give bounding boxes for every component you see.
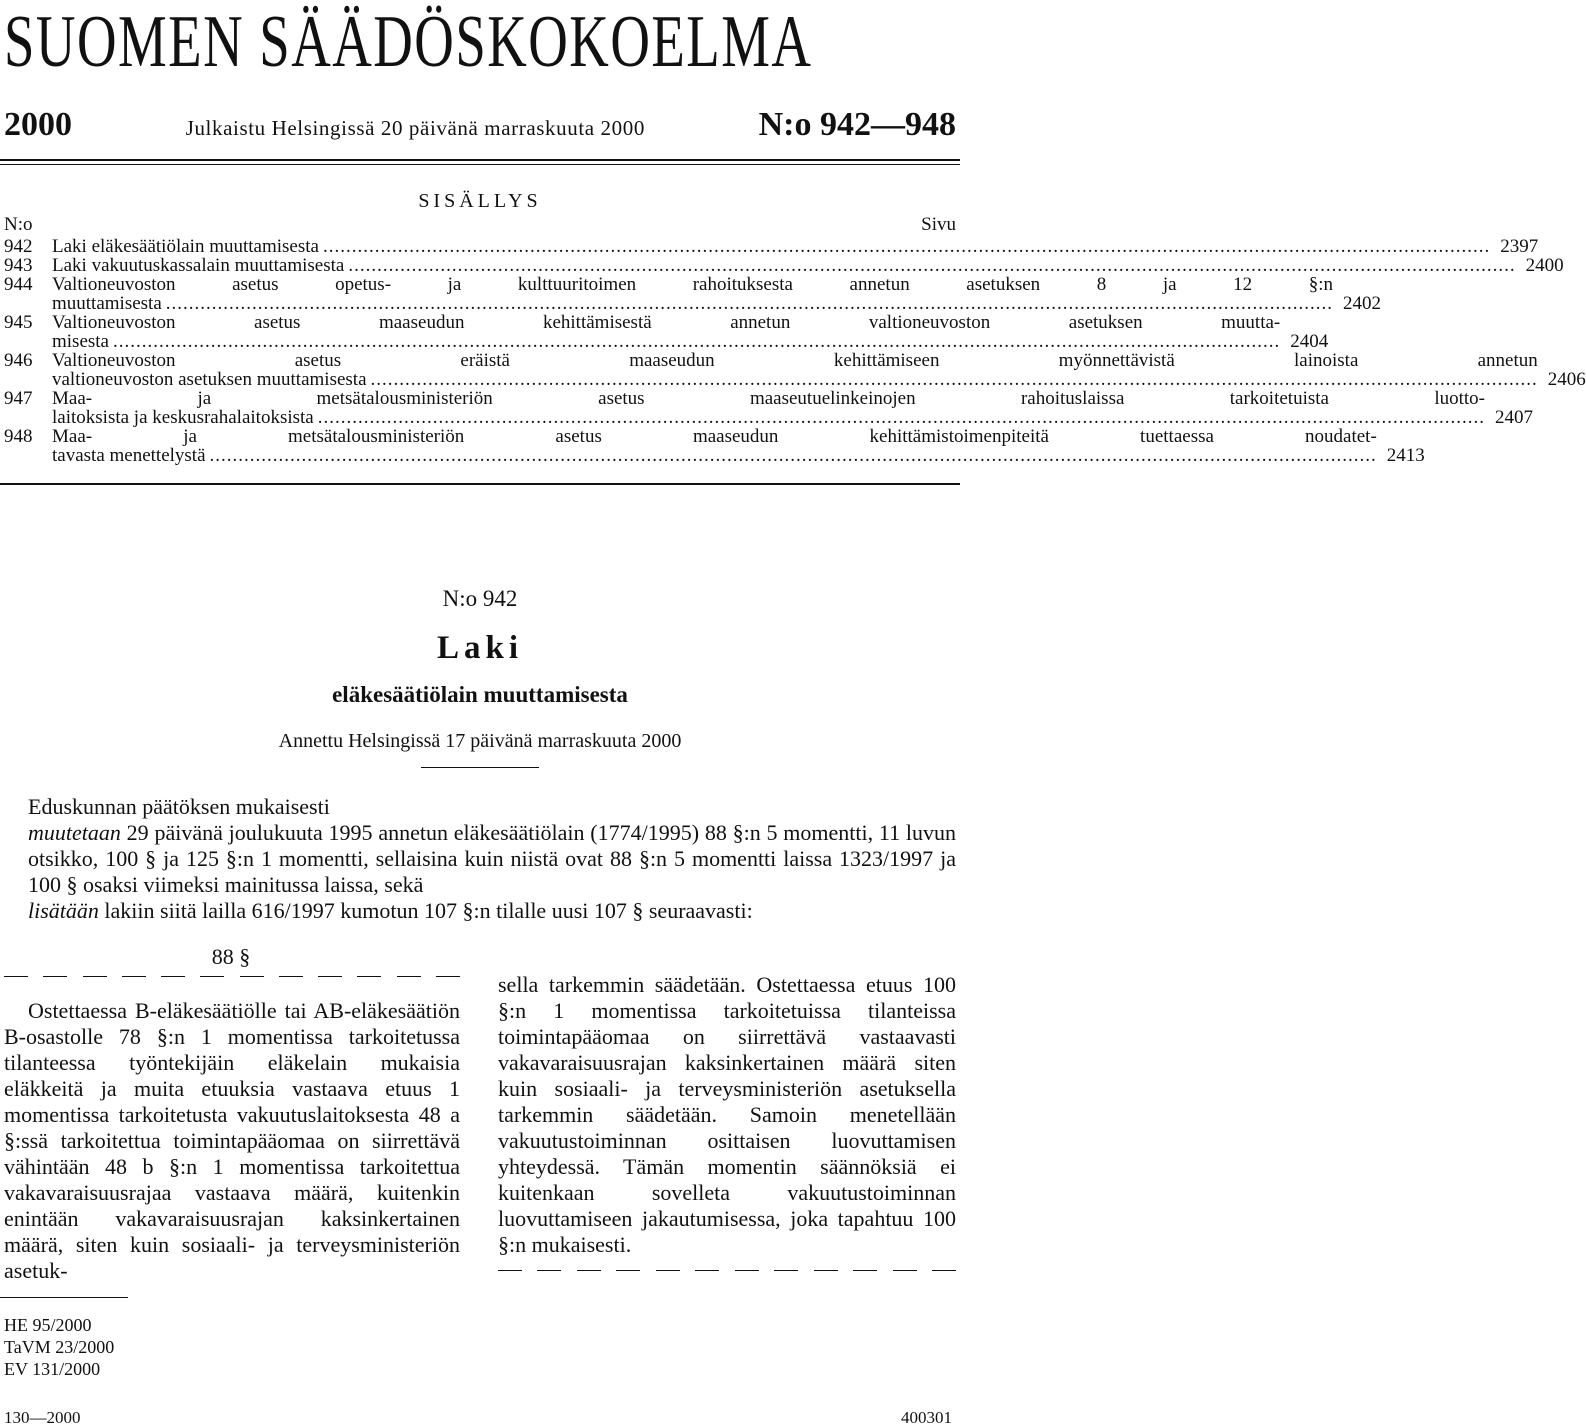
toc-entry-title: Valtioneuvoston asetus opetus- ja kulttuuritoimen rahoituksesta annetun asetuksen 8 ja 12 §:n: [52, 274, 1334, 295]
toc-leader: [113, 332, 1280, 351]
toc-entry-number: 946: [4, 350, 33, 371]
toc-entry-page: 2397: [1500, 236, 1539, 257]
toc-entry[interactable]: [4, 236, 1539, 257]
publication-date: Julkaistu Helsingissä 20 päivänä marraskuuta 2000: [185, 116, 645, 140]
issue-line: [4, 106, 956, 148]
section-heading: 88 §: [211, 944, 251, 969]
footer-print-number: 130—2000: [4, 1408, 81, 1427]
body-text-left: Ostettaessa B-eläkesäätiölle tai AB-eläkesäätiön B-osastolle 78 §:n 1 momentissa tarkoitetussa tilanteessa työntekijäin eläkelain mukaisia eläkkeitä ja muita etuuksia vastaava etuus 1 momentissa tarkoitetusta vakuutuslaitoksesta 48 a §:ssä tarkoitettua toimintapääomaa on siirrettävä vähintään 48 b §:n 1 momentissa tarkoitettua vakavaraisuusrajaa vastaava määrä, kuitenkin enintään vakavaraisuusrajan kaksinkertainen määrä, siten kuin sosiaali- ja terveysministeriön asetuk-: [4, 998, 460, 1283]
law-type: Laki: [436, 630, 524, 666]
toc-leader: [371, 370, 1538, 389]
publication-masthead: SUOMEN SÄÄDÖSKOKOELMA: [4, 1, 813, 83]
toc-entry-title: Laki eläkesäätiölain muuttamisesta: [52, 236, 319, 257]
toc-entry-title: Valtioneuvoston asetus maaseudun kehittämisestä annetun valtioneuvoston asetuksen muutta-: [52, 312, 1281, 333]
amend-keyword: muutetaan: [28, 820, 121, 845]
issue-numbers: N:o 942—948: [758, 106, 956, 143]
toc-leader: [210, 446, 1377, 465]
toc-page-column-label: Sivu: [921, 214, 956, 235]
toc-entry-title: Maa- ja metsätalousministeriön asetus maaseudun kehittämistoimenpiteitä tuettaessa noudatet-: [52, 426, 1377, 447]
toc-entry-title-cont: valtioneuvoston asetuksen muuttamisesta: [52, 369, 367, 390]
toc-entry-number: 947: [4, 388, 33, 409]
toc-entry-title-cont: tavasta menettelystä: [52, 445, 206, 466]
toc-entry-number: 942: [4, 236, 33, 257]
toc-entry-page: 2404: [1290, 331, 1329, 352]
preamble-addition: [4, 898, 956, 924]
legislative-references: [4, 1314, 114, 1380]
body-text-right: sella tarkemmin säädetään. Ostettaessa etuus 100 §:n 1 momentissa tarkoitetuissa tilanteissa toimintapääomaa on siirrettävä vastaavasti vakavaraisuusrajan kaksinkertainen määrä siten kuin sosiaali- ja terveysministeriön asetuksella tarkemmin säädetään. Samoin menetellään vakuutustoiminnan osittaisen luovuttamisen yhteydessä. Tämän momentin säännöksiä ei kuitenkaan sovelleta vakuutustoiminnan luovuttamiseen jakautumisessa, joka tapahtuu 100 §:n mukaisesti.: [498, 972, 956, 1257]
toc-number-column-label: N:o: [4, 214, 33, 235]
toc-entry[interactable]: [4, 388, 1533, 428]
law-title: eläkesäätiölain muuttamisesta: [332, 682, 628, 707]
toc-entry-page: 2407: [1494, 407, 1533, 428]
add-text: lakiin siitä lailla 616/1997 kumotun 107 §:n tilalle uusi 107 § seuraavasti:: [98, 898, 753, 923]
toc-entry-number: 943: [4, 255, 33, 276]
law-number: N:o 942: [442, 586, 518, 611]
toc-entry[interactable]: [4, 350, 1586, 390]
toc-leader: [166, 294, 1333, 313]
toc-entry[interactable]: [4, 255, 1564, 276]
toc-heading: SISÄLLYS: [418, 190, 542, 212]
toc-bottom-rule: [0, 483, 960, 485]
toc-entry-page: 2400: [1525, 255, 1564, 276]
toc-entry-title: Valtioneuvoston asetus eräistä maaseudun kehittämiseen myönnettävistä lainoista annetun: [52, 350, 1538, 371]
law-given-date: Annettu Helsingissä 17 päivänä marraskuuta 2000: [278, 730, 682, 752]
omission-dashes-right: [498, 1270, 956, 1272]
toc-entry-number: 945: [4, 312, 33, 333]
toc-leader: [323, 237, 1490, 256]
toc-entry-title-cont: muuttamisesta: [52, 293, 162, 314]
toc-leader: [318, 408, 1485, 427]
toc-leader: [348, 256, 1515, 275]
title-separator: [421, 767, 539, 768]
preamble-amendment: [4, 820, 956, 898]
preamble: [4, 794, 956, 924]
toc-entry[interactable]: [4, 274, 1382, 314]
body-column-left: [4, 998, 460, 1284]
toc-entry-page: 2402: [1343, 293, 1382, 314]
add-keyword: lisätään: [28, 898, 99, 923]
toc-entry-number: 948: [4, 426, 33, 447]
footnote-rule: [0, 1297, 128, 1298]
toc-entry-title: Laki vakuutuskassalain muuttamisesta: [52, 255, 345, 276]
amend-text: 29 päivänä joulukuuta 1995 annetun eläkesäätiölain (1774/1995) 88 §:n 5 momentti, 11 luvun otsikko, 100 § ja 125 §:n 1 momentti, sellaisina kuin niistä ovat 88 §:n 5 momentti laissa 1323/1997 ja 100 § osaksi viimeksi mainitussa laissa, sekä: [28, 820, 956, 897]
toc-entry-number: 944: [4, 274, 33, 295]
reference-item: EV 131/2000: [4, 1359, 101, 1379]
footer-code: 400301: [901, 1408, 952, 1427]
preamble-intro: Eduskunnan päätöksen mukaisesti: [28, 794, 330, 819]
reference-item: TaVM 23/2000: [4, 1337, 115, 1357]
omission-dashes-left: [4, 976, 460, 978]
toc-entry[interactable]: [4, 426, 1425, 466]
toc-entry-title-cont: laitoksista ja keskusrahalaitoksista: [52, 407, 314, 428]
toc-entry-title-cont: misesta: [52, 331, 109, 352]
table-of-contents: [4, 236, 1586, 466]
toc-entry-page: 2406: [1547, 369, 1586, 390]
toc-entry-title: Maa- ja metsätalousministeriön asetus maaseutuelinkeinojen rahoituslaissa tarkoitetuista luotto-: [52, 388, 1485, 409]
issue-year: 2000: [4, 106, 72, 143]
header-double-rule: [0, 159, 960, 165]
body-column-right: [498, 972, 956, 1258]
toc-entry[interactable]: [4, 312, 1329, 352]
toc-entry-page: 2413: [1386, 445, 1425, 466]
reference-item: HE 95/2000: [4, 1315, 92, 1335]
